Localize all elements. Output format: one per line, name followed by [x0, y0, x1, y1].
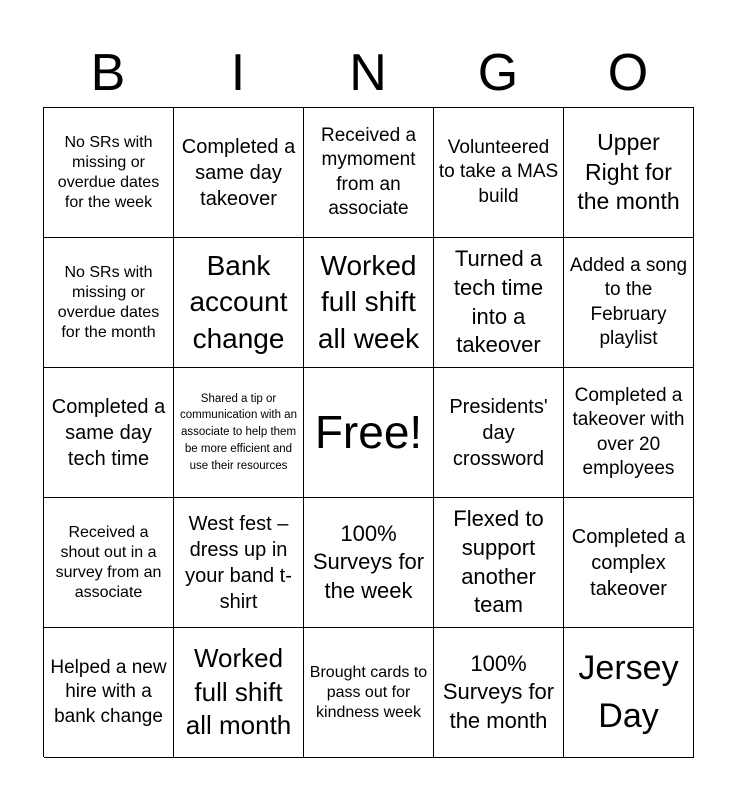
header-letter-o: O	[607, 44, 649, 102]
bingo-grid	[43, 107, 694, 757]
bingo-cell-r1c4[interactable]: Volunteered to take a MAS build	[434, 108, 564, 238]
bingo-cell-free[interactable]: Free!	[304, 368, 434, 498]
header-letter-g: G	[477, 44, 519, 102]
bingo-cell-r3c1[interactable]: Completed a same day tech time	[44, 368, 174, 498]
bingo-cell-r4c4[interactable]: Flexed to support another team	[434, 498, 564, 628]
bingo-cell-r4c5[interactable]: Completed a complex takeover	[564, 498, 694, 628]
bingo-cell-r2c4[interactable]: Turned a tech time into a takeover	[434, 238, 564, 368]
header-letter-n: N	[349, 44, 387, 102]
bingo-cell-r3c4[interactable]: Presidents' day crossword	[434, 368, 564, 498]
bingo-cell-r1c2[interactable]: Completed a same day takeover	[174, 108, 304, 238]
bingo-cell-r2c1[interactable]: No SRs with missing or overdue dates for the month	[44, 238, 174, 368]
bingo-cell-r3c5[interactable]: Completed a takeover with over 20 employees	[564, 368, 694, 498]
bingo-header	[43, 40, 693, 106]
bingo-cell-r1c5[interactable]: Upper Right for the month	[564, 108, 694, 238]
bingo-cell-r4c2[interactable]: West fest – dress up in your band t-shirt	[174, 498, 304, 628]
bingo-cell-r5c5[interactable]: Jersey Day	[564, 628, 694, 758]
bingo-cell-r1c1[interactable]: No SRs with missing or overdue dates for the week	[44, 108, 174, 238]
bingo-cell-r5c3[interactable]: Brought cards to pass out for kindness week	[304, 628, 434, 758]
bingo-cell-r4c1[interactable]: Received a shout out in a survey from an associate	[44, 498, 174, 628]
bingo-cell-r4c3[interactable]: 100% Surveys for the week	[304, 498, 434, 628]
bingo-cell-r5c2[interactable]: Worked full shift all month	[174, 628, 304, 758]
bingo-cell-r5c4[interactable]: 100% Surveys for the month	[434, 628, 564, 758]
bingo-cell-r2c5[interactable]: Added a song to the February playlist	[564, 238, 694, 368]
bingo-cell-r1c3[interactable]: Received a mymoment from an associate	[304, 108, 434, 238]
header-letter-i: I	[230, 44, 246, 102]
bingo-cell-r2c3[interactable]: Worked full shift all week	[304, 238, 434, 368]
header-letter-b: B	[90, 44, 126, 102]
bingo-cell-r5c1[interactable]: Helped a new hire with a bank change	[44, 628, 174, 758]
bingo-cell-r2c2[interactable]: Bank account change	[174, 238, 304, 368]
bingo-cell-r3c2[interactable]: Shared a tip or communication with an associate to help them be more efficient and use their resources	[174, 368, 304, 498]
